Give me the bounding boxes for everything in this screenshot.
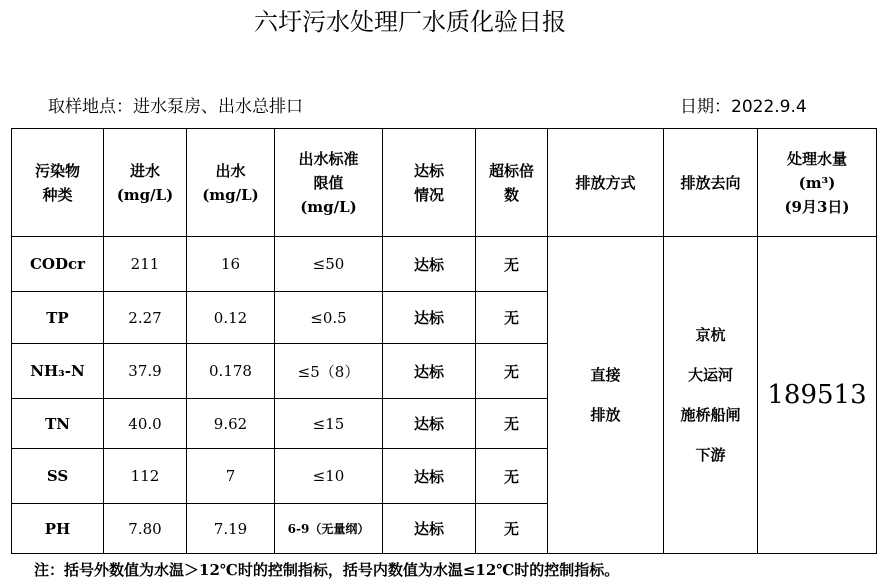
- header-status: 达标 情况: [383, 129, 476, 237]
- over-value: 无: [476, 344, 548, 399]
- limit-value: ≤0.5: [275, 292, 383, 344]
- over-value: 无: [476, 449, 548, 504]
- over-value: 无: [476, 237, 548, 292]
- header-row: [12, 129, 877, 237]
- limit-value: ≤5（8）: [275, 344, 383, 399]
- water-quality-table: [11, 128, 877, 554]
- table-row: [12, 237, 877, 292]
- discharge-dir-cell: 京杭 大运河 施桥船闸 下游: [664, 237, 758, 554]
- over-value: 无: [476, 504, 548, 554]
- effluent-value: 7: [187, 449, 275, 504]
- header-discharge-dir: 排放去向: [664, 129, 758, 237]
- over-value: 无: [476, 292, 548, 344]
- header-over: 超标倍 数: [476, 129, 548, 237]
- influent-value: 40.0: [104, 399, 187, 449]
- limit-value: ≤10: [275, 449, 383, 504]
- effluent-value: 0.178: [187, 344, 275, 399]
- status-value: 达标: [383, 237, 476, 292]
- pollutant-name: TN: [12, 399, 104, 449]
- effluent-value: 0.12: [187, 292, 275, 344]
- report-title: 六圩污水处理厂水质化验日报: [254, 8, 566, 36]
- status-value: 达标: [383, 292, 476, 344]
- influent-value: 37.9: [104, 344, 187, 399]
- header-effluent: 出水 (mg/L): [187, 129, 275, 237]
- status-value: 达标: [383, 344, 476, 399]
- status-value: 达标: [383, 399, 476, 449]
- effluent-value: 9.62: [187, 399, 275, 449]
- pollutant-name: CODcr: [12, 237, 104, 292]
- report-date: 日期：2022.9.4: [680, 97, 807, 117]
- limit-value: ≤15: [275, 399, 383, 449]
- pollutant-name: SS: [12, 449, 104, 504]
- header-type: 污染物 种类: [12, 129, 104, 237]
- effluent-value: 7.19: [187, 504, 275, 554]
- over-value: 无: [476, 399, 548, 449]
- header-limit: 出水标准 限值 (mg/L): [275, 129, 383, 237]
- effluent-value: 16: [187, 237, 275, 292]
- status-value: 达标: [383, 504, 476, 554]
- limit-value: ≤50: [275, 237, 383, 292]
- status-value: 达标: [383, 449, 476, 504]
- influent-value: 7.80: [104, 504, 187, 554]
- discharge-mode-cell: 直接 排放: [548, 237, 664, 554]
- limit-value: 6-9（无量纲）: [275, 504, 383, 554]
- header-influent: 进水 (mg/L): [104, 129, 187, 237]
- influent-value: 211: [104, 237, 187, 292]
- influent-value: 2.27: [104, 292, 187, 344]
- footnote: 注：括号外数值为水温＞12℃时的控制指标，括号内数值为水温≤12℃时的控制指标。: [34, 561, 620, 579]
- header-volume: 处理水量 (m³) (9月3日): [758, 129, 877, 237]
- influent-value: 112: [104, 449, 187, 504]
- pollutant-name: NH₃-N: [12, 344, 104, 399]
- sampling-location: 取样地点：进水泵房、出水总排口: [48, 97, 303, 117]
- treated-volume: 189513: [758, 237, 877, 554]
- header-discharge-mode: 排放方式: [548, 129, 664, 237]
- pollutant-name: TP: [12, 292, 104, 344]
- pollutant-name: PH: [12, 504, 104, 554]
